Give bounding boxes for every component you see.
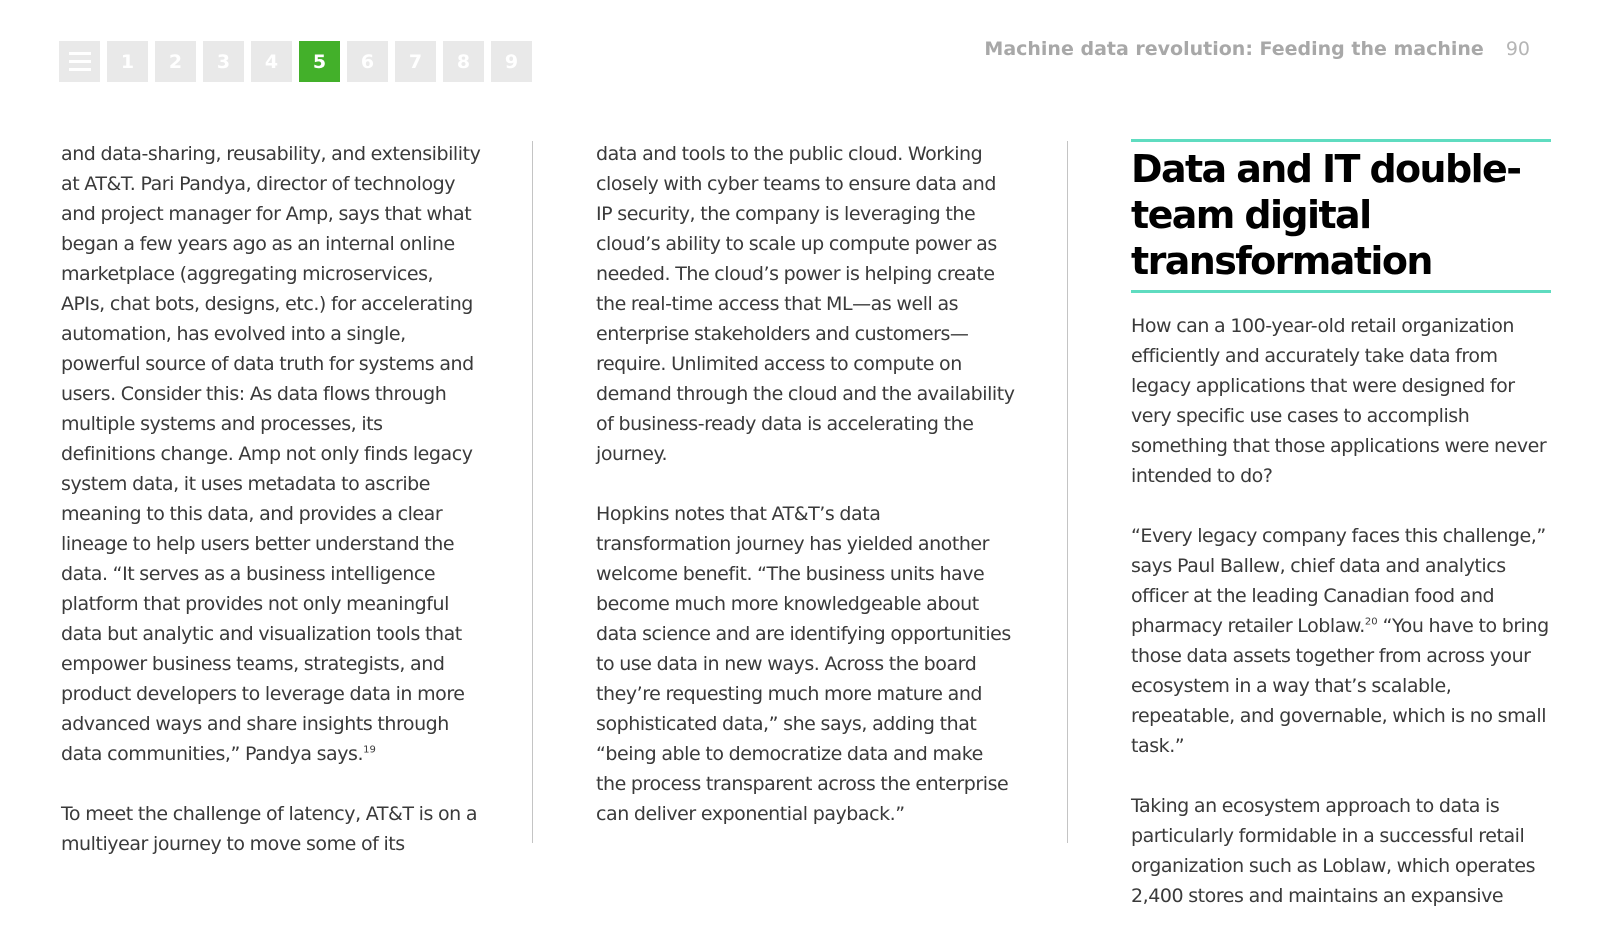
- document-title: Machine data revolution: Feeding the machine: [984, 38, 1484, 60]
- nav-page-1-button[interactable]: 1: [107, 41, 148, 82]
- section-navigation: [59, 41, 532, 82]
- menu-button[interactable]: [59, 41, 100, 82]
- nav-page-2-button[interactable]: 2: [155, 41, 196, 82]
- text-column-2: [596, 139, 1016, 859]
- footnote-ref[interactable]: 19: [363, 744, 376, 756]
- paragraph-text: “You have to bring those data assets together from across your ecosystem in a way that’s scalable, repeatable, and governable, which is no small task.”: [1131, 615, 1549, 757]
- nav-page-3-button[interactable]: 3: [203, 41, 244, 82]
- paragraph-text: and data-sharing, reusability, and extensibility at AT&T. Pari Pandya, director of technology and project manager for Amp, says that what began a few years ago as an internal online marketplace (aggregating microservices, APIs, chat bots, designs, etc.) for accelerating automation, has evolved into a single, powerful source of data truth for systems and users. Consider this: As data flows through multiple systems and processes, its definitions change. Amp not only finds legacy system data, it uses metadata to ascribe meaning to this data, and provides a clear lineage to help users better understand the data. “It serves as a business intelligence platform that provides not only meaningful data but analytic and visualization tools that empower business teams, strategists, and product developers to leverage data in more advanced ways and share insights through data communities,” Pandya says.: [61, 143, 481, 765]
- sidebar-column: [1131, 139, 1551, 941]
- nav-page-9-button[interactable]: 9: [491, 41, 532, 82]
- page-number: 90: [1505, 38, 1530, 60]
- page-header: [984, 38, 1530, 60]
- paragraph-text: “Every legacy company faces this challenge,” says Paul Ballew, chief data and analytics officer at the leading Canadian food and pharmacy retailer Loblaw.: [1131, 525, 1546, 637]
- menu-icon: [69, 52, 91, 71]
- nav-page-6-button[interactable]: 6: [347, 41, 388, 82]
- nav-page-4-button[interactable]: 4: [251, 41, 292, 82]
- footnote-ref[interactable]: 20: [1364, 616, 1378, 628]
- nav-page-5-button-active[interactable]: 5: [299, 41, 340, 82]
- paragraph: [1131, 521, 1551, 761]
- nav-page-7-button[interactable]: 7: [395, 41, 436, 82]
- paragraph: To meet the challenge of latency, AT&T is on a multiyear journey to move some of its: [61, 803, 478, 855]
- paragraph: data and tools to the public cloud. Working closely with cyber teams to ensure data and IP security, the company is leveraging the cloud’s ability to scale up compute power as needed. The cloud’s power is helping create the real-time access that ML—as well as enterprise stakeholders and customers—require. Unlimited access to compute on demand through the cloud and the availability of business-ready data is accelerating the journey.: [596, 143, 1015, 465]
- paragraph: Hopkins notes that AT&T’s data transformation journey has yielded another welcome benefit. “The business units have become much more knowledgeable about data science and are identifying opportunities to use data in new ways. Across the board they’re requesting much more mature and sophisticated data,” she says, adding that “being able to democratize data and make the process transparent across the enterprise can deliver exponential payback.”: [596, 503, 1011, 825]
- paragraph: [61, 139, 481, 769]
- paragraph: Taking an ecosystem approach to data is particularly formidable in a successful retail organization such as Loblaw, which operates 2,400 stores and maintains an expansive: [1131, 795, 1536, 907]
- column-divider: [532, 141, 533, 843]
- text-column-1: [61, 139, 481, 889]
- column-divider: [1067, 141, 1068, 843]
- sidebar-heading-block: [1131, 139, 1551, 293]
- sidebar-heading: Data and IT double-team digital transformation: [1131, 147, 1521, 283]
- nav-page-8-button[interactable]: 8: [443, 41, 484, 82]
- paragraph: How can a 100-year-old retail organization efficiently and accurately take data from legacy applications that were designed for very specific use cases to accomplish something that those applications were never intended to do?: [1131, 315, 1547, 487]
